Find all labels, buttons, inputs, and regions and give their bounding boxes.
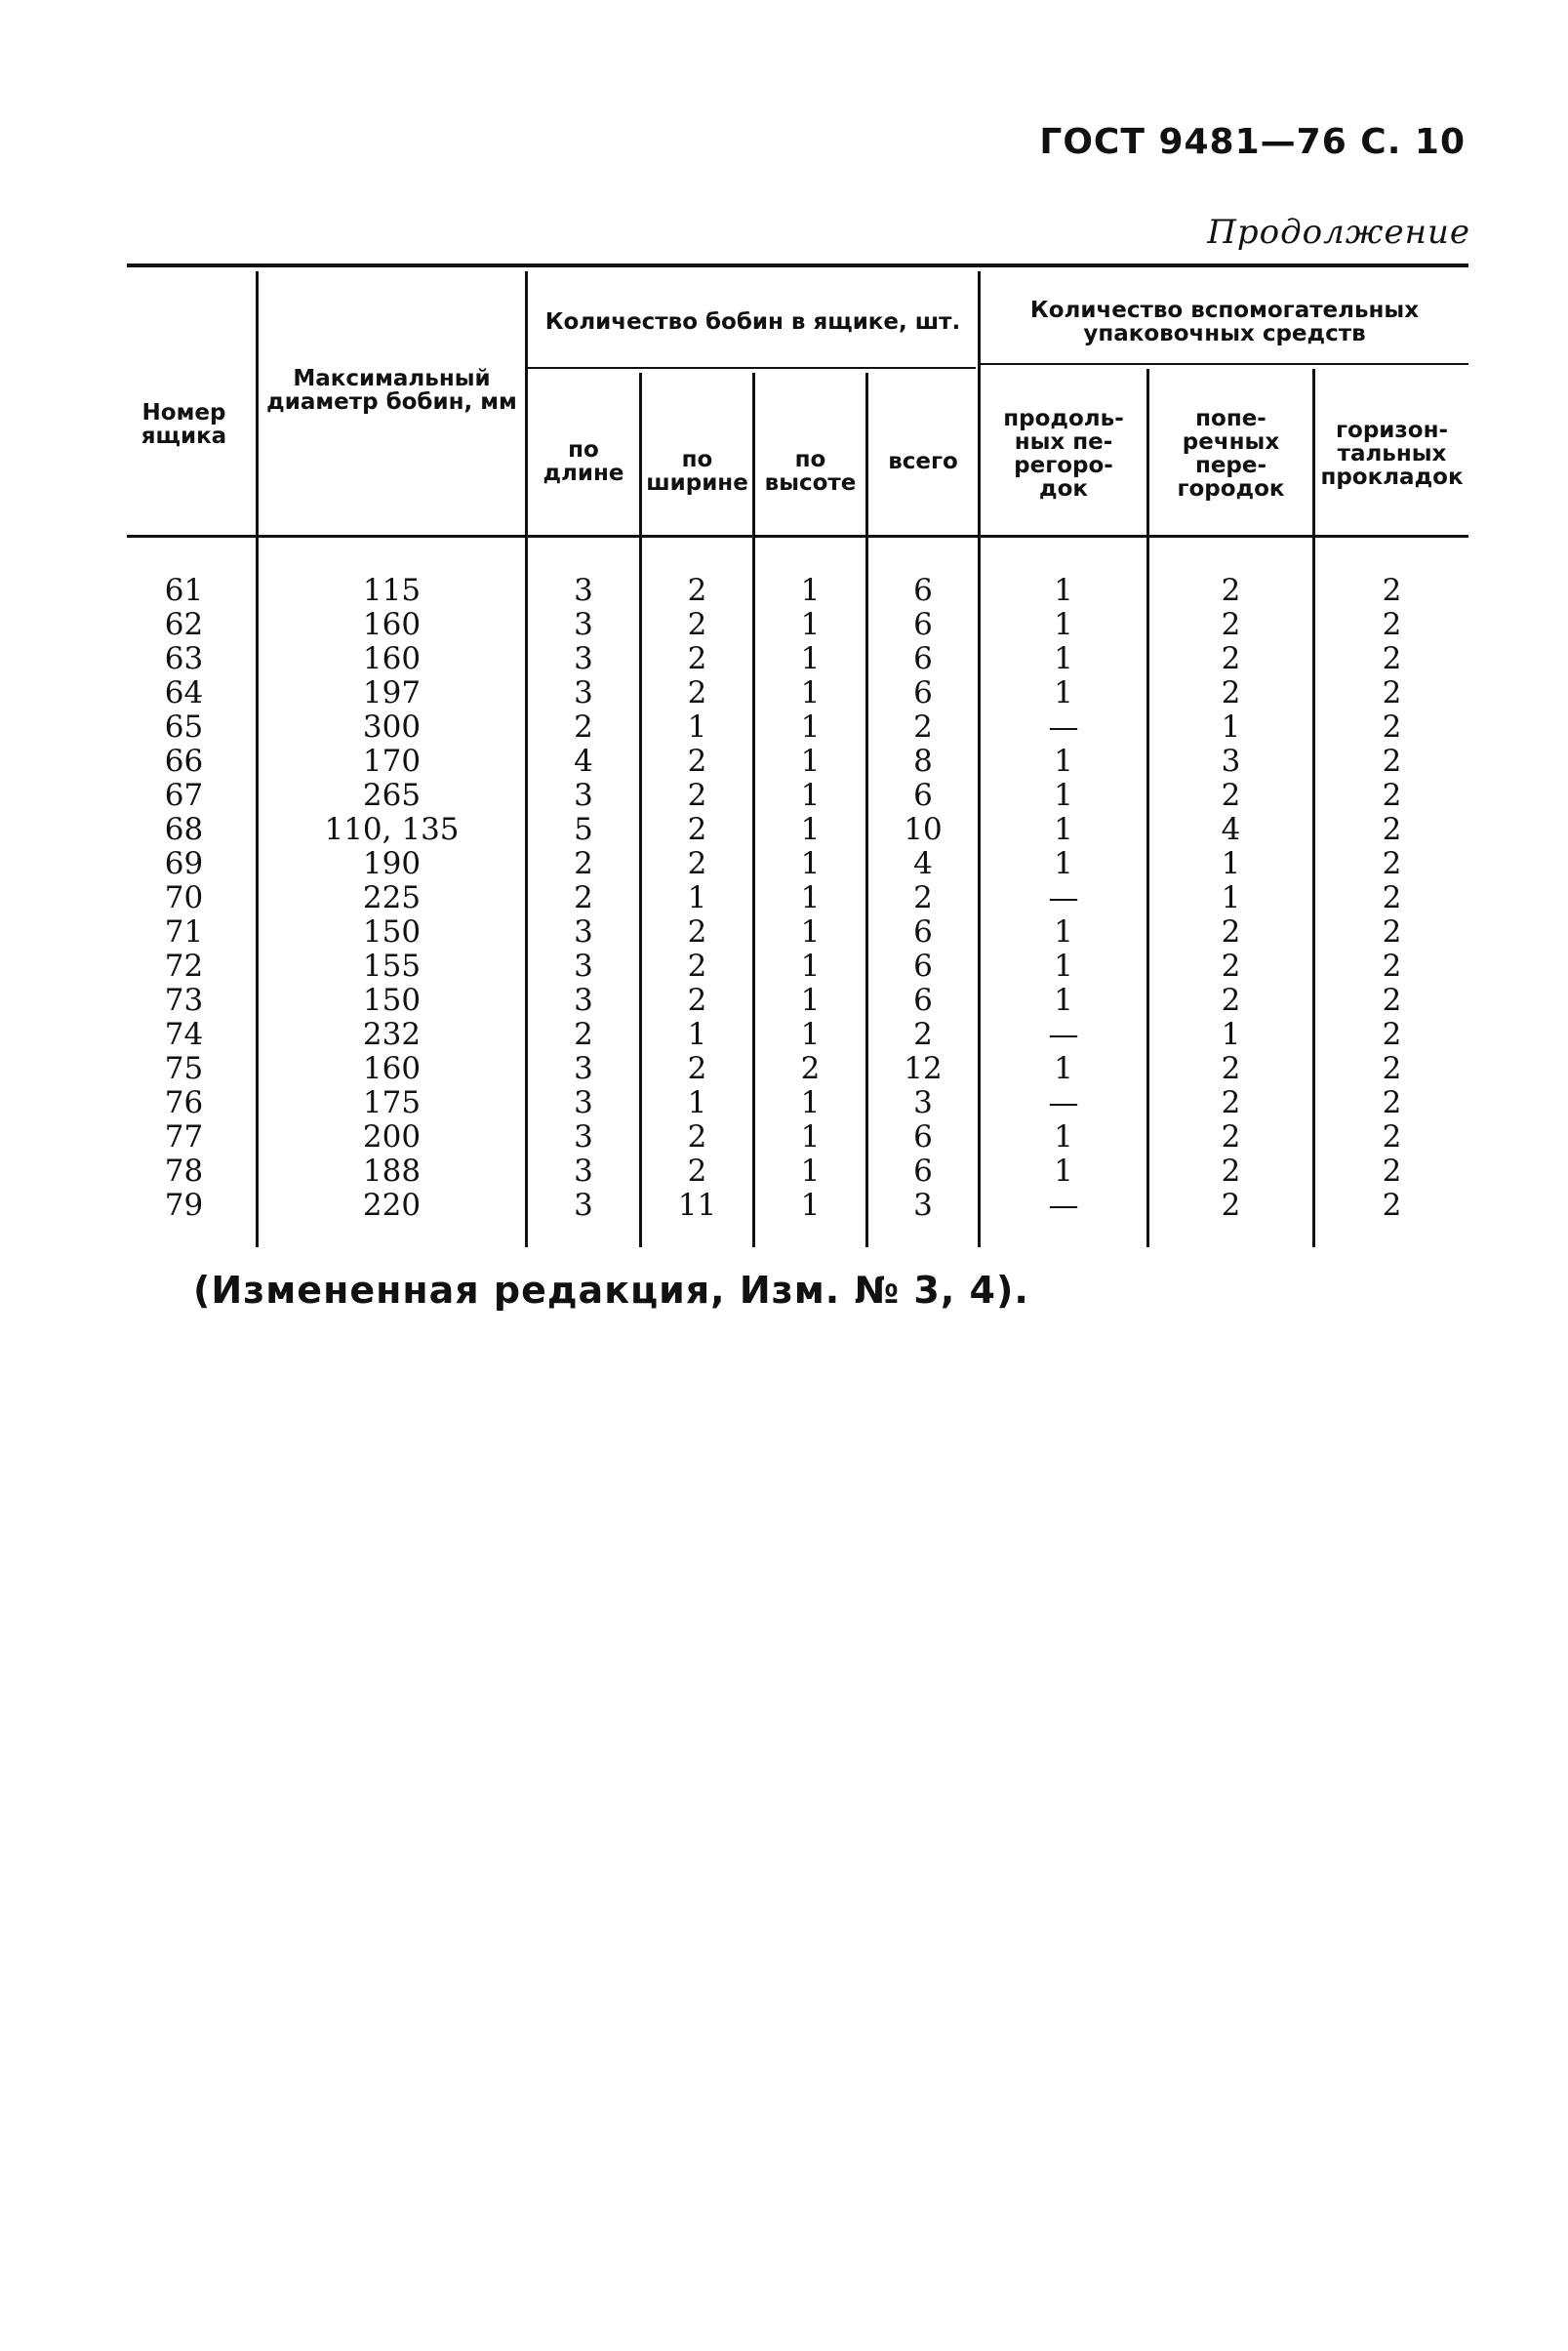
cell-total: 4: [913, 846, 933, 881]
cell-by-length: 2: [574, 880, 593, 915]
cell-by-length: 2: [574, 709, 593, 745]
table-row: [112, 1052, 1468, 1086]
cell-total: 6: [913, 1154, 933, 1189]
cell-total: 3: [913, 1085, 933, 1120]
cell-max-diameter: 220: [362, 1188, 422, 1223]
cell-longitudinal: —: [1048, 1188, 1079, 1223]
packing-table: [112, 263, 1468, 1254]
cell-by-height: 1: [800, 709, 821, 745]
header-bobbin-count-group: Количество бобин в ящике, шт.: [544, 309, 961, 335]
cell-by-height: 1: [800, 983, 821, 1018]
cell-by-height: 1: [800, 744, 821, 779]
cell-max-diameter: 170: [362, 744, 422, 779]
cell-transverse: 2: [1221, 778, 1241, 813]
cell-transverse: 2: [1221, 1051, 1241, 1086]
cell-max-diameter: 175: [362, 1085, 422, 1120]
cell-by-length: 3: [574, 1188, 593, 1223]
cell-horizontal: 2: [1382, 573, 1402, 608]
cell-by-width: 2: [687, 607, 707, 642]
cell-max-diameter: 115: [362, 573, 422, 608]
cell-total: 6: [913, 983, 933, 1018]
cell-longitudinal: 1: [1054, 744, 1073, 779]
cell-horizontal: 2: [1382, 1085, 1402, 1120]
cell-transverse: 2: [1221, 1085, 1241, 1120]
cell-box-number: 67: [164, 778, 204, 813]
cell-by-length: 2: [574, 1017, 593, 1052]
cell-longitudinal: 1: [1054, 949, 1073, 984]
cell-total: 12: [904, 1051, 943, 1086]
cell-by-height: 1: [800, 846, 821, 881]
cell-by-height: 2: [800, 1051, 821, 1086]
cell-total: 6: [913, 949, 933, 984]
cell-box-number: 64: [164, 675, 204, 710]
cell-by-height: 1: [800, 778, 821, 813]
cell-by-height: 1: [800, 812, 821, 847]
continuation-label: Продолжение: [1207, 213, 1470, 252]
group-divider-bobbins: [527, 367, 976, 369]
cell-longitudinal: 1: [1054, 641, 1073, 676]
cell-transverse: 2: [1221, 573, 1241, 608]
cell-by-height: 1: [800, 880, 821, 915]
cell-total: 8: [913, 744, 933, 779]
cell-horizontal: 2: [1382, 949, 1402, 984]
cell-horizontal: 2: [1382, 812, 1402, 847]
cell-by-height: 1: [800, 675, 821, 710]
cell-box-number: 65: [164, 709, 204, 745]
cell-transverse: 2: [1221, 949, 1241, 984]
cell-transverse: 2: [1221, 641, 1241, 676]
cell-longitudinal: —: [1048, 880, 1079, 915]
cell-by-height: 1: [800, 1017, 821, 1052]
cell-box-number: 77: [164, 1119, 204, 1155]
cell-total: 6: [913, 778, 933, 813]
header-box-number: Номер ящика: [141, 400, 227, 449]
table-row: [112, 1189, 1468, 1223]
table-row: [112, 710, 1468, 745]
cell-horizontal: 2: [1382, 880, 1402, 915]
cell-by-width: 2: [687, 1154, 707, 1189]
header-by-width: по ширине: [646, 447, 748, 496]
cell-longitudinal: —: [1048, 1017, 1079, 1052]
cell-transverse: 1: [1221, 709, 1241, 745]
table-top-rule: [127, 263, 1468, 267]
cell-transverse: 1: [1221, 1017, 1241, 1052]
header-by-length: по длине: [543, 437, 624, 486]
cell-box-number: 62: [164, 607, 204, 642]
cell-by-width: 2: [687, 846, 707, 881]
table-row: [112, 1018, 1468, 1052]
cell-by-width: 2: [687, 949, 707, 984]
cell-max-diameter: 265: [362, 778, 422, 813]
cell-box-number: 79: [164, 1188, 204, 1223]
cell-horizontal: 2: [1382, 983, 1402, 1018]
cell-by-width: 2: [687, 573, 707, 608]
header-transverse: попе-речных пере-городок: [1177, 405, 1285, 502]
cell-by-height: 1: [800, 949, 821, 984]
cell-by-width: 2: [687, 914, 707, 950]
table-row: [112, 984, 1468, 1018]
cell-by-length: 5: [574, 812, 593, 847]
header-total: всего: [888, 449, 958, 474]
cell-box-number: 74: [164, 1017, 204, 1052]
cell-by-width: 2: [687, 744, 707, 779]
cell-max-diameter: 150: [362, 914, 422, 950]
cell-longitudinal: 1: [1054, 914, 1073, 950]
cell-horizontal: 2: [1382, 607, 1402, 642]
table-row: [112, 881, 1468, 915]
cell-transverse: 2: [1221, 1119, 1241, 1155]
table-row: [112, 847, 1468, 881]
cell-max-diameter: 110, 135: [324, 812, 460, 847]
cell-max-diameter: 225: [362, 880, 422, 915]
cell-transverse: 1: [1221, 846, 1241, 881]
cell-max-diameter: 300: [362, 709, 422, 745]
cell-by-height: 1: [800, 573, 821, 608]
cell-by-width: 2: [687, 1119, 707, 1155]
cell-box-number: 66: [164, 744, 204, 779]
cell-longitudinal: —: [1048, 709, 1079, 745]
cell-longitudinal: —: [1048, 1085, 1079, 1120]
cell-by-height: 1: [800, 607, 821, 642]
cell-transverse: 2: [1221, 1154, 1241, 1189]
cell-by-width: 11: [677, 1188, 717, 1223]
cell-by-length: 2: [574, 846, 593, 881]
cell-box-number: 71: [164, 914, 204, 950]
table-body: [112, 574, 1468, 1223]
table-row: [112, 608, 1468, 642]
cell-total: 3: [913, 1188, 933, 1223]
cell-transverse: 4: [1221, 812, 1241, 847]
cell-longitudinal: 1: [1054, 607, 1073, 642]
table-row: [112, 779, 1468, 813]
cell-longitudinal: 1: [1054, 1119, 1073, 1155]
cell-horizontal: 2: [1382, 1119, 1402, 1155]
cell-box-number: 72: [164, 949, 204, 984]
table-row: [112, 642, 1468, 676]
cell-total: 2: [913, 880, 933, 915]
header-aux-group: Количество вспомогательных упаковочных средств: [1029, 298, 1420, 346]
cell-horizontal: 2: [1382, 1017, 1402, 1052]
cell-max-diameter: 160: [362, 641, 422, 676]
cell-longitudinal: 1: [1054, 846, 1073, 881]
cell-horizontal: 2: [1382, 641, 1402, 676]
cell-box-number: 76: [164, 1085, 204, 1120]
header-longitudinal: продоль-ных пе-регоро-док: [1003, 405, 1124, 502]
cell-longitudinal: 1: [1054, 1051, 1073, 1086]
cell-by-length: 3: [574, 778, 593, 813]
cell-transverse: 2: [1221, 914, 1241, 950]
table-row: [112, 950, 1468, 984]
cell-by-width: 1: [687, 1017, 707, 1052]
cell-by-height: 1: [800, 1085, 821, 1120]
cell-total: 6: [913, 1119, 933, 1155]
cell-longitudinal: 1: [1054, 983, 1073, 1018]
cell-by-height: 1: [800, 1119, 821, 1155]
cell-box-number: 68: [164, 812, 204, 847]
table-row: [112, 676, 1468, 710]
cell-box-number: 61: [164, 573, 204, 608]
table-row: [112, 813, 1468, 847]
cell-by-height: 1: [800, 641, 821, 676]
header-horizontal: горизон-тальных прокладок: [1320, 417, 1464, 490]
cell-longitudinal: 1: [1054, 573, 1073, 608]
cell-by-height: 1: [800, 1154, 821, 1189]
header-by-height: по высоте: [764, 447, 857, 496]
cell-total: 6: [913, 607, 933, 642]
cell-max-diameter: 155: [362, 949, 422, 984]
cell-max-diameter: 160: [362, 1051, 422, 1086]
cell-by-width: 1: [687, 1085, 707, 1120]
cell-by-width: 2: [687, 778, 707, 813]
cell-box-number: 70: [164, 880, 204, 915]
cell-transverse: 3: [1221, 744, 1241, 779]
cell-horizontal: 2: [1382, 675, 1402, 710]
cell-longitudinal: 1: [1054, 1154, 1073, 1189]
header-bottom-rule: [127, 535, 1468, 538]
table-row: [112, 1086, 1468, 1120]
table-row: [112, 1120, 1468, 1155]
cell-by-length: 3: [574, 1051, 593, 1086]
cell-longitudinal: 1: [1054, 675, 1073, 710]
cell-total: 6: [913, 914, 933, 950]
cell-by-width: 1: [687, 880, 707, 915]
table-row: [112, 574, 1468, 608]
cell-transverse: 2: [1221, 1188, 1241, 1223]
cell-max-diameter: 197: [362, 675, 422, 710]
cell-by-width: 1: [687, 709, 707, 745]
table-row: [112, 745, 1468, 779]
cell-by-length: 3: [574, 1154, 593, 1189]
cell-max-diameter: 232: [362, 1017, 422, 1052]
cell-by-height: 1: [800, 1188, 821, 1223]
cell-total: 10: [904, 812, 943, 847]
header-max-diameter: Максимальный диаметр бобин, мм: [266, 366, 517, 415]
cell-max-diameter: 188: [362, 1154, 422, 1189]
cell-by-length: 4: [574, 744, 593, 779]
cell-box-number: 69: [164, 846, 204, 881]
cell-by-length: 3: [574, 675, 593, 710]
cell-by-length: 3: [574, 1119, 593, 1155]
cell-by-length: 3: [574, 607, 593, 642]
cell-total: 2: [913, 1017, 933, 1052]
cell-transverse: 2: [1221, 983, 1241, 1018]
cell-horizontal: 2: [1382, 1154, 1402, 1189]
cell-total: 6: [913, 675, 933, 710]
amendment-note: (Измененная редакция, Изм. № 3, 4).: [193, 1269, 1029, 1312]
cell-transverse: 2: [1221, 675, 1241, 710]
cell-horizontal: 2: [1382, 778, 1402, 813]
cell-horizontal: 2: [1382, 709, 1402, 745]
table-row: [112, 1155, 1468, 1189]
cell-box-number: 63: [164, 641, 204, 676]
cell-max-diameter: 160: [362, 607, 422, 642]
cell-longitudinal: 1: [1054, 812, 1073, 847]
cell-horizontal: 2: [1382, 1051, 1402, 1086]
cell-by-width: 2: [687, 983, 707, 1018]
cell-by-width: 2: [687, 1051, 707, 1086]
cell-transverse: 1: [1221, 880, 1241, 915]
table-row: [112, 915, 1468, 950]
cell-by-length: 3: [574, 1085, 593, 1120]
cell-by-length: 3: [574, 914, 593, 950]
cell-box-number: 78: [164, 1154, 204, 1189]
cell-horizontal: 2: [1382, 1188, 1402, 1223]
cell-total: 6: [913, 641, 933, 676]
group-divider-aux: [981, 363, 1468, 365]
cell-horizontal: 2: [1382, 914, 1402, 950]
cell-max-diameter: 200: [362, 1119, 422, 1155]
cell-longitudinal: 1: [1054, 778, 1073, 813]
cell-box-number: 73: [164, 983, 204, 1018]
document-reference: ГОСТ 9481—76 С. 10: [1039, 122, 1466, 162]
cell-total: 2: [913, 709, 933, 745]
cell-box-number: 75: [164, 1051, 204, 1086]
cell-by-width: 2: [687, 641, 707, 676]
cell-by-width: 2: [687, 812, 707, 847]
cell-max-diameter: 150: [362, 983, 422, 1018]
cell-by-length: 3: [574, 641, 593, 676]
cell-horizontal: 2: [1382, 744, 1402, 779]
cell-max-diameter: 190: [362, 846, 422, 881]
cell-by-length: 3: [574, 983, 593, 1018]
cell-by-length: 3: [574, 949, 593, 984]
cell-total: 6: [913, 573, 933, 608]
cell-transverse: 2: [1221, 607, 1241, 642]
cell-by-length: 3: [574, 573, 593, 608]
cell-horizontal: 2: [1382, 846, 1402, 881]
cell-by-width: 2: [687, 675, 707, 710]
cell-by-height: 1: [800, 914, 821, 950]
